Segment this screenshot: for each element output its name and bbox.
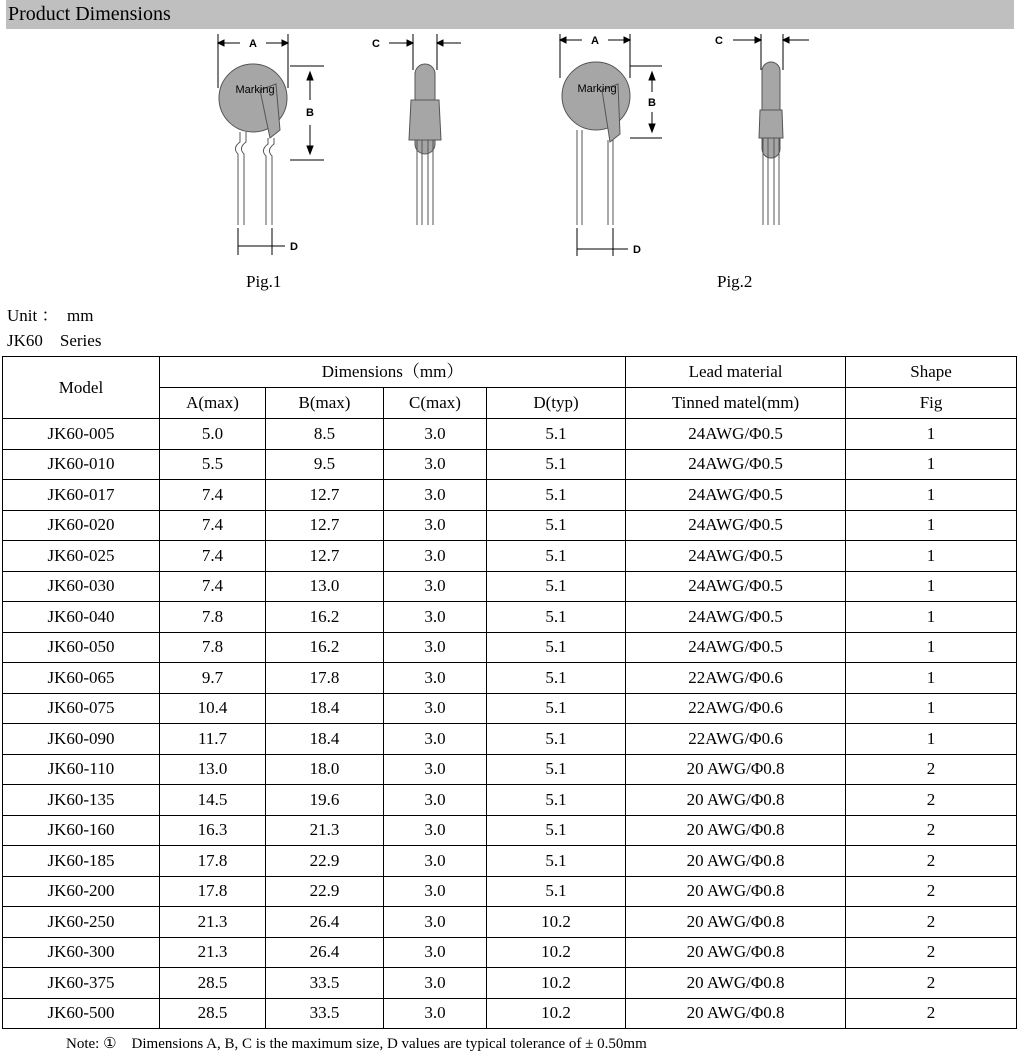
cell-b-max: 19.6: [266, 785, 384, 816]
cell-fig: 1: [846, 632, 1017, 663]
cell-c-max: 3.0: [384, 998, 487, 1029]
cell-d-typ: 10.2: [487, 998, 626, 1029]
cell-a-max: 7.4: [160, 480, 266, 511]
cell-model: JK60-135: [3, 785, 160, 816]
cell-lead-material: 20 AWG/Φ0.8: [626, 815, 846, 846]
cell-lead-material: 20 AWG/Φ0.8: [626, 876, 846, 907]
cell-model: JK60-040: [3, 602, 160, 633]
cell-fig: 2: [846, 815, 1017, 846]
cell-b-max: 8.5: [266, 419, 384, 450]
unit-label: Unit ： mm: [7, 306, 94, 325]
cell-fig: 1: [846, 449, 1017, 480]
cell-model: JK60-200: [3, 876, 160, 907]
cell-lead-material: 24AWG/Φ0.5: [626, 602, 846, 633]
cell-fig: 2: [846, 846, 1017, 877]
header-a-max: A(max): [160, 388, 266, 419]
cell-d-typ: 5.1: [487, 632, 626, 663]
cell-fig: 2: [846, 785, 1017, 816]
cell-lead-material: 22AWG/Φ0.6: [626, 724, 846, 755]
cell-b-max: 18.4: [266, 724, 384, 755]
cell-b-max: 33.5: [266, 998, 384, 1029]
cell-b-max: 26.4: [266, 937, 384, 968]
table-row: [3, 419, 1017, 450]
cell-fig: 1: [846, 571, 1017, 602]
cell-d-typ: 5.1: [487, 846, 626, 877]
cell-lead-material: 20 AWG/Φ0.8: [626, 846, 846, 877]
footnote-prefix: Note: ①: [66, 1036, 117, 1052]
table-header-row: [3, 357, 1017, 388]
cell-b-max: 18.0: [266, 754, 384, 785]
cell-b-max: 18.4: [266, 693, 384, 724]
fig1-label-b: B: [306, 107, 314, 119]
table-row: [3, 724, 1017, 755]
cell-b-max: 12.7: [266, 510, 384, 541]
cell-model: JK60-500: [3, 998, 160, 1029]
fig2-marking-label: Marking: [577, 83, 617, 95]
header-dimensions: Dimensions（mm）: [160, 357, 626, 388]
cell-c-max: 3.0: [384, 632, 487, 663]
cell-d-typ: 5.1: [487, 876, 626, 907]
cell-c-max: 3.0: [384, 785, 487, 816]
cell-fig: 1: [846, 541, 1017, 572]
table-row: [3, 480, 1017, 511]
cell-fig: 2: [846, 876, 1017, 907]
header-d-typ: D(typ): [487, 388, 626, 419]
cell-c-max: 3.0: [384, 907, 487, 938]
cell-c-max: 3.0: [384, 968, 487, 999]
cell-lead-material: 24AWG/Φ0.5: [626, 632, 846, 663]
cell-fig: 2: [846, 754, 1017, 785]
cell-c-max: 3.0: [384, 876, 487, 907]
cell-model: JK60-065: [3, 663, 160, 694]
fig2-front-diagram: [550, 30, 670, 260]
fig2-label-a: A: [591, 35, 599, 47]
cell-model: JK60-005: [3, 419, 160, 450]
table-row: [3, 998, 1017, 1029]
table-row: [3, 693, 1017, 724]
table-body: [3, 419, 1017, 1029]
cell-model: JK60-160: [3, 815, 160, 846]
cell-a-max: 28.5: [160, 968, 266, 999]
cell-b-max: 13.0: [266, 571, 384, 602]
cell-a-max: 7.8: [160, 602, 266, 633]
cell-b-max: 12.7: [266, 480, 384, 511]
cell-c-max: 3.0: [384, 754, 487, 785]
cell-b-max: 16.2: [266, 632, 384, 663]
cell-b-max: 26.4: [266, 907, 384, 938]
cell-b-max: 33.5: [266, 968, 384, 999]
cell-c-max: 3.0: [384, 449, 487, 480]
table-row: [3, 541, 1017, 572]
cell-a-max: 5.5: [160, 449, 266, 480]
cell-fig: 1: [846, 510, 1017, 541]
cell-a-max: 16.3: [160, 815, 266, 846]
cell-model: JK60-017: [3, 480, 160, 511]
cell-lead-material: 24AWG/Φ0.5: [626, 449, 846, 480]
table-row: [3, 663, 1017, 694]
cell-b-max: 16.2: [266, 602, 384, 633]
cell-b-max: 22.9: [266, 876, 384, 907]
cell-b-max: 22.9: [266, 846, 384, 877]
fig1-label-d: D: [290, 241, 298, 253]
cell-lead-material: 20 AWG/Φ0.8: [626, 907, 846, 938]
table-row: [3, 876, 1017, 907]
cell-a-max: 13.0: [160, 754, 266, 785]
cell-d-typ: 5.1: [487, 480, 626, 511]
header-shape: Shape: [846, 357, 1017, 388]
table-row: [3, 968, 1017, 999]
cell-lead-material: 20 AWG/Φ0.8: [626, 785, 846, 816]
cell-c-max: 3.0: [384, 724, 487, 755]
cell-d-typ: 5.1: [487, 724, 626, 755]
section-header: [6, 0, 1014, 29]
cell-lead-material: 20 AWG/Φ0.8: [626, 998, 846, 1029]
cell-model: JK60-375: [3, 968, 160, 999]
cell-fig: 1: [846, 724, 1017, 755]
fig1-caption: Pig.1: [246, 272, 282, 291]
cell-d-typ: 10.2: [487, 907, 626, 938]
table-row: [3, 632, 1017, 663]
cell-lead-material: 22AWG/Φ0.6: [626, 693, 846, 724]
table-row: [3, 846, 1017, 877]
cell-fig: 1: [846, 693, 1017, 724]
cell-a-max: 10.4: [160, 693, 266, 724]
cell-c-max: 3.0: [384, 937, 487, 968]
cell-fig: 1: [846, 663, 1017, 694]
table-row: [3, 785, 1017, 816]
cell-d-typ: 5.1: [487, 785, 626, 816]
cell-model: JK60-030: [3, 571, 160, 602]
cell-lead-material: 20 AWG/Φ0.8: [626, 937, 846, 968]
cell-lead-material: 24AWG/Φ0.5: [626, 510, 846, 541]
table-row: [3, 815, 1017, 846]
cell-model: JK60-250: [3, 907, 160, 938]
cell-a-max: 21.3: [160, 937, 266, 968]
cell-model: JK60-300: [3, 937, 160, 968]
cell-lead-material: 24AWG/Φ0.5: [626, 419, 846, 450]
cell-d-typ: 5.1: [487, 754, 626, 785]
cell-lead-material: 24AWG/Φ0.5: [626, 541, 846, 572]
cell-lead-material: 22AWG/Φ0.6: [626, 663, 846, 694]
cell-model: JK60-075: [3, 693, 160, 724]
cell-fig: 2: [846, 998, 1017, 1029]
table-row: [3, 449, 1017, 480]
table-row: [3, 754, 1017, 785]
fig1-label-a: A: [249, 38, 257, 50]
cell-fig: 2: [846, 907, 1017, 938]
cell-d-typ: 5.1: [487, 541, 626, 572]
table-row: [3, 602, 1017, 633]
cell-a-max: 17.8: [160, 846, 266, 877]
cell-b-max: 12.7: [266, 541, 384, 572]
cell-model: JK60-025: [3, 541, 160, 572]
fig2-side-diagram: [705, 30, 815, 260]
cell-model: JK60-050: [3, 632, 160, 663]
cell-a-max: 7.4: [160, 571, 266, 602]
cell-lead-material: 24AWG/Φ0.5: [626, 480, 846, 511]
header-tinned-metal: Tinned matel(mm): [626, 388, 846, 419]
fig1-label-c: C: [372, 38, 380, 50]
series-label: JK60 Series: [7, 331, 102, 350]
cell-c-max: 3.0: [384, 693, 487, 724]
cell-b-max: 17.8: [266, 663, 384, 694]
cell-lead-material: 20 AWG/Φ0.8: [626, 754, 846, 785]
cell-model: JK60-090: [3, 724, 160, 755]
cell-d-typ: 10.2: [487, 937, 626, 968]
fig2-caption: Pig.2: [717, 272, 753, 291]
cell-model: JK60-110: [3, 754, 160, 785]
cell-d-typ: 5.1: [487, 602, 626, 633]
header-lead-material: Lead material: [626, 357, 846, 388]
cell-a-max: 7.8: [160, 632, 266, 663]
cell-d-typ: 5.1: [487, 663, 626, 694]
header-model: Model: [3, 357, 160, 419]
cell-a-max: 28.5: [160, 998, 266, 1029]
header-c-max: C(max): [384, 388, 487, 419]
fig2-label-b: B: [648, 97, 656, 109]
cell-a-max: 11.7: [160, 724, 266, 755]
cell-fig: 1: [846, 602, 1017, 633]
cell-fig: 2: [846, 968, 1017, 999]
fig1-side-diagram: [365, 30, 465, 260]
cell-c-max: 3.0: [384, 510, 487, 541]
cell-a-max: 17.8: [160, 876, 266, 907]
table-row: [3, 510, 1017, 541]
cell-lead-material: 24AWG/Φ0.5: [626, 571, 846, 602]
cell-fig: 1: [846, 480, 1017, 511]
header-fig: Fig: [846, 388, 1017, 419]
cell-c-max: 3.0: [384, 541, 487, 572]
fig2-label-c: C: [715, 35, 723, 47]
cell-c-max: 3.0: [384, 419, 487, 450]
table-row: [3, 907, 1017, 938]
cell-b-max: 9.5: [266, 449, 384, 480]
fig1-marking-label: Marking: [235, 84, 275, 96]
cell-fig: 1: [846, 419, 1017, 450]
cell-d-typ: 5.1: [487, 571, 626, 602]
cell-d-typ: 5.1: [487, 449, 626, 480]
cell-model: JK60-185: [3, 846, 160, 877]
cell-a-max: 7.4: [160, 541, 266, 572]
table-row: [3, 937, 1017, 968]
cell-b-max: 21.3: [266, 815, 384, 846]
fig1-front-diagram: [210, 30, 330, 260]
fig2-label-d: D: [633, 244, 641, 256]
cell-lead-material: 20 AWG/Φ0.8: [626, 968, 846, 999]
cell-a-max: 5.0: [160, 419, 266, 450]
cell-a-max: 9.7: [160, 663, 266, 694]
cell-fig: 2: [846, 937, 1017, 968]
cell-c-max: 3.0: [384, 846, 487, 877]
cell-a-max: 21.3: [160, 907, 266, 938]
table-row: [3, 571, 1017, 602]
header-b-max: B(max): [266, 388, 384, 419]
cell-model: JK60-010: [3, 449, 160, 480]
cell-c-max: 3.0: [384, 663, 487, 694]
cell-d-typ: 5.1: [487, 419, 626, 450]
cell-d-typ: 10.2: [487, 968, 626, 999]
cell-c-max: 3.0: [384, 815, 487, 846]
footnote: [66, 1034, 647, 1053]
cell-d-typ: 5.1: [487, 693, 626, 724]
cell-model: JK60-020: [3, 510, 160, 541]
cell-c-max: 3.0: [384, 602, 487, 633]
cell-a-max: 7.4: [160, 510, 266, 541]
section-title: Product Dimensions: [8, 3, 171, 25]
cell-c-max: 3.0: [384, 480, 487, 511]
dimensions-table: [2, 356, 1017, 1029]
cell-d-typ: 5.1: [487, 510, 626, 541]
footnote-text: Dimensions A, B, C is the maximum size, D values are typical tolerance of ± 0.50mm: [131, 1036, 647, 1052]
cell-c-max: 3.0: [384, 571, 487, 602]
cell-a-max: 14.5: [160, 785, 266, 816]
cell-d-typ: 5.1: [487, 815, 626, 846]
